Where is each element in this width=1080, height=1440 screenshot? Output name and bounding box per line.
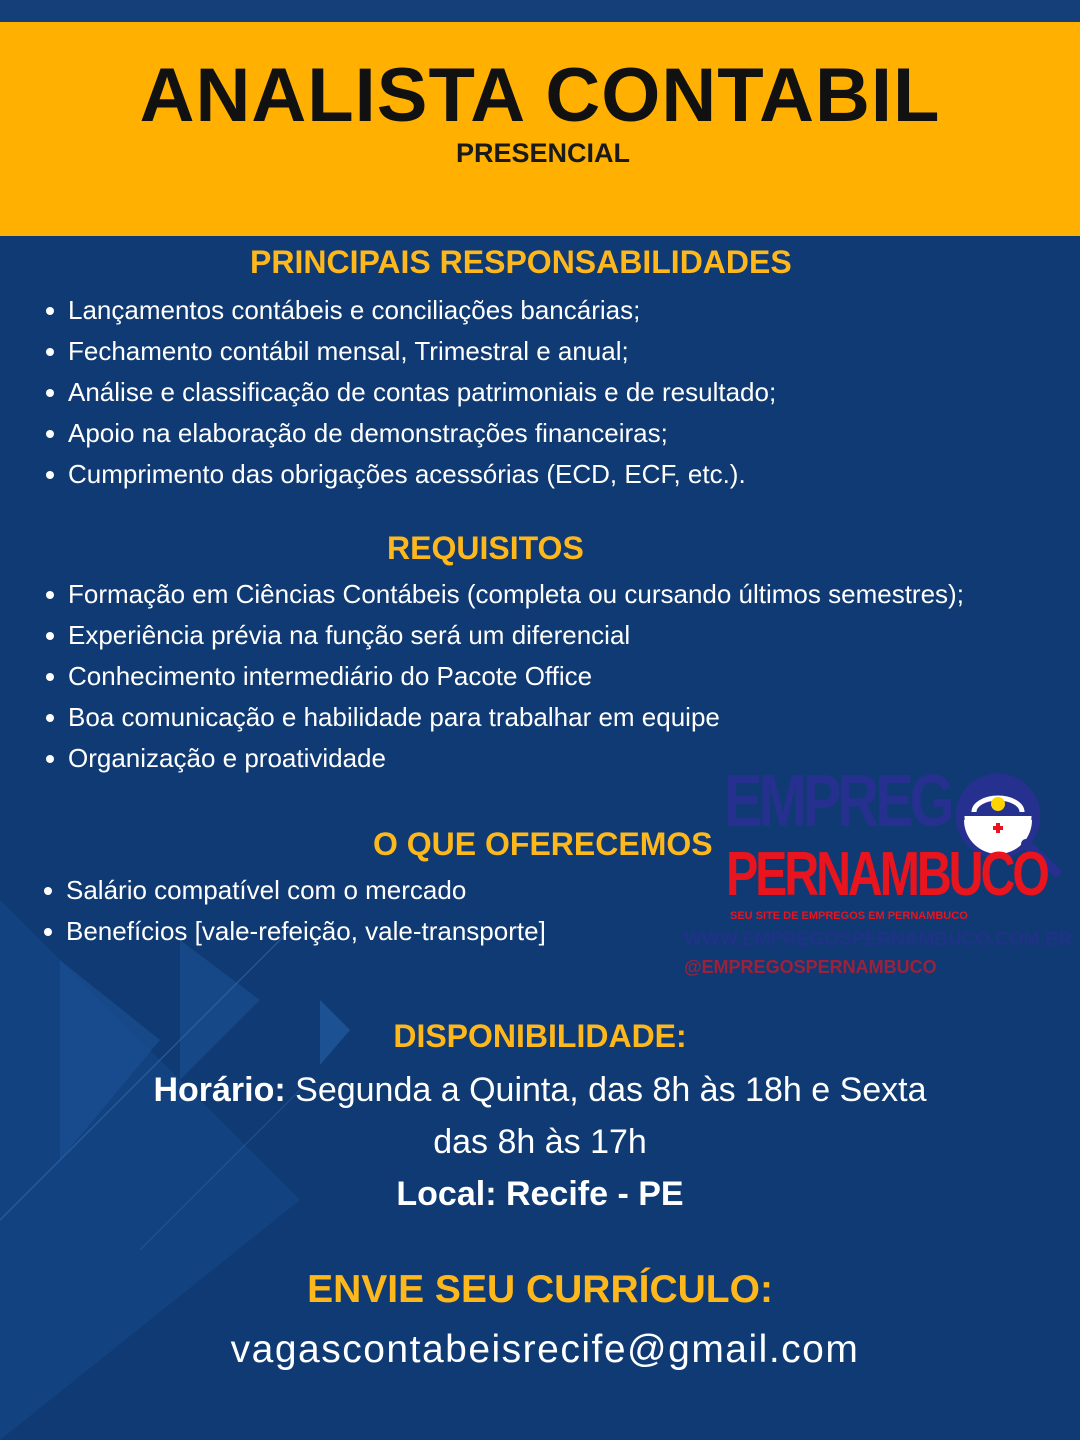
empregos-pernambuco-logo <box>684 759 1080 982</box>
list-item: Formação em Ciências Contábeis (completa ou cursando últimos semestres); <box>42 574 964 615</box>
schedule-label: Horário: <box>153 1071 286 1109</box>
schedule-text: Segunda a Quinta, das 8h às 18h e Sexta <box>295 1071 927 1109</box>
list-item: Apoio na elaboração de demonstrações financeiras; <box>42 413 776 454</box>
list-item: Análise e classificação de contas patrimoniais e de resultado; <box>42 372 776 413</box>
offers-list <box>40 870 546 952</box>
watermark-handle: @EMPREGOSPERNAMBUCO <box>684 957 937 977</box>
list-item: Fechamento contábil mensal, Trimestral e anual; <box>42 331 776 372</box>
availability-heading: DISPONIBILIDADE: <box>393 1018 687 1054</box>
list-item: Benefícios [vale-refeição, vale-transporte] <box>40 911 546 952</box>
logo-tagline: SEU SITE DE EMPREGOS EM PERNAMBUCO <box>730 910 968 922</box>
work-mode: PRESENCIAL <box>455 138 631 168</box>
list-item: Boa comunicação e habilidade para trabalhar em equipe <box>42 697 964 738</box>
list-item: Lançamentos contábeis e conciliações bancárias; <box>42 290 776 331</box>
schedule-line-2: das 8h às 17h <box>433 1123 647 1161</box>
offers-heading: O QUE OFERECEMOS <box>373 826 713 862</box>
list-item: Salário compatível com o mercado <box>40 870 546 911</box>
watermark-url: WWW.EMPREGOSPERNAMBUCO.COM.BR <box>684 929 1073 950</box>
contact-email[interactable]: vagascontabeisrecife@gmail.com <box>230 1328 860 1371</box>
list-item: Organização e proatividade <box>42 738 964 779</box>
top-strip <box>0 0 1080 22</box>
apply-heading: ENVIE SEU CURRÍCULO: <box>307 1268 773 1311</box>
schedule-line-1 <box>0 1073 1080 1107</box>
requirements-list <box>42 574 964 779</box>
requirements-heading: REQUISITOS <box>387 530 584 566</box>
responsibilities-heading: PRINCIPAIS RESPONSABILIDADES <box>250 244 792 280</box>
logo-text-bottom: PERNAMBUCO <box>726 840 1047 909</box>
job-title: ANALISTA CONTABIL <box>139 53 941 138</box>
list-item: Experiência prévia na função será um diferencial <box>42 615 964 656</box>
list-item: Conhecimento intermediário do Pacote Office <box>42 656 964 697</box>
logo-text-top: EMPREG <box>724 759 951 842</box>
list-item: Cumprimento das obrigações acessórias (ECD, ECF, etc.). <box>42 454 776 495</box>
responsibilities-list <box>42 290 776 495</box>
location: Local: Recife - PE <box>396 1175 684 1213</box>
